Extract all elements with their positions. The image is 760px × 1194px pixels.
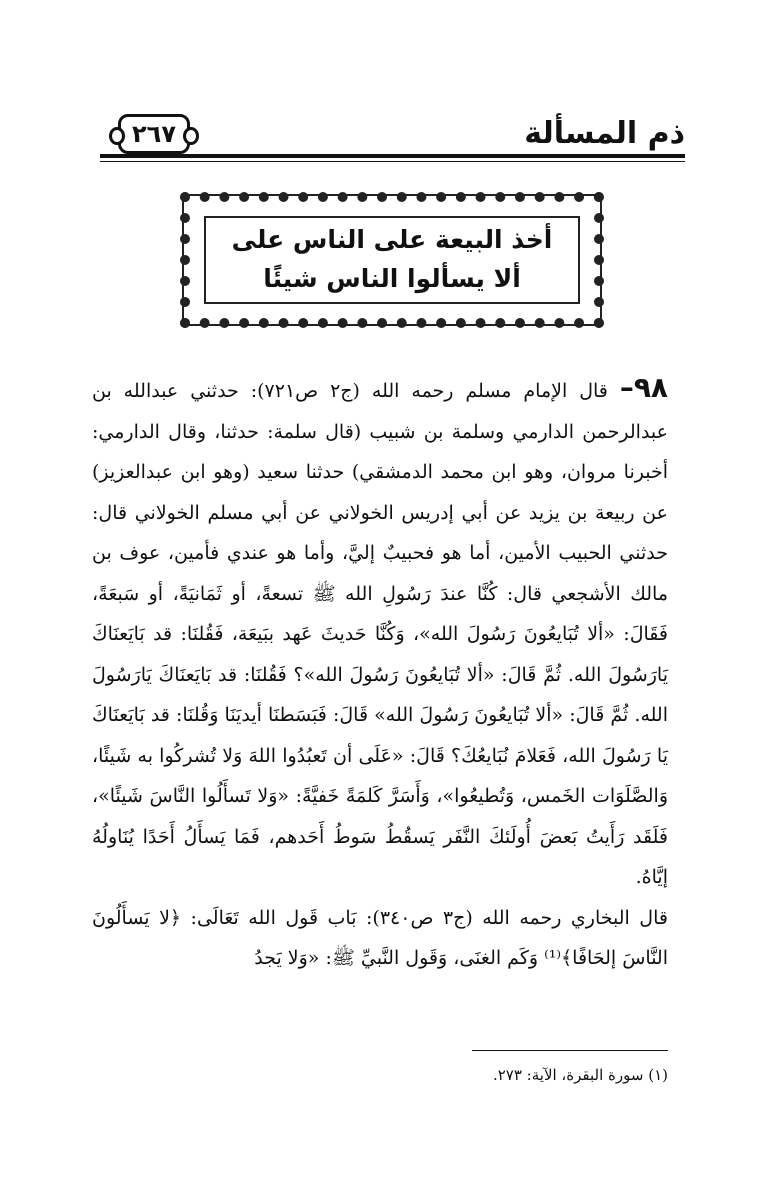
hadith-number: ٩٨ — [633, 371, 668, 404]
chapter-title-line-1: أخذ البيعة على الناس على — [231, 225, 553, 255]
running-title: ذم المسألة — [524, 116, 685, 151]
hadith-text: قال الإمام مسلم رحمه الله (ج٢ ص٧٢١): حدثني عبدالله بن عبدالرحمن الدارمي وسلمة بن شبيب (قال سلمة: حدثنا، وقال الدارمي: أخبرنا مروان، وهو ابن محمد الدمشقي) حدثنا سعيد (وهو ابن عبدالعزيز) عن ربيعة بن يزيد عن أبي إدريس الخولاني عن أبي مسلم الخولاني قال: حدثني الحبيب الأمين، أما هو فحبيبٌ إليَّ، وأما هو عندي فأمين، عوف بن مالك الأشجعي قال: كُنَّا عندَ رَسُولِ الله ﷺ تسعةً، أو ثَمَانيَةً، أو سَبعَةً، فَقَالَ: «ألا تُبَايعُونَ رَسُولَ الله»، وَكُنَّا حَديثَ عَهد ببَيعَة، فَقُلنَا: قد بَايَعنَاكَ يَارَسُولَ الله. ثُمَّ قَالَ: «ألا تُبَايعُونَ رَسُولَ الله»؟ فَقُلنَا: قد بَايَعنَاكَ يَارَسُولَ الله. ثُمَّ قَالَ: «ألا تُبَايعُونَ رَسُولَ الله» قَالَ: فَبَسَطنَا أيديَنَا وَقُلنَا: قد بَايَعنَاكَ يَا رَسُولَ الله، فَعَلامَ نُبَايعُكَ؟ قَالَ: «عَلَى أن تَعبُدُوا اللهَ وَلا تُشركُوا به شَيئًا، وَالصَّلَوَات الخَمس، وَتُطيعُوا»، وَأَسَرَّ كَلمَةً خَفيَّةً: «وَلا تَسأَلُوا النَّاسَ شَيئًا»، فَلَقَد رَأَيتُ بَعضَ أُولَئكَ النَّفَر يَسقُطُ سَوطُ أَحَدهم، فَمَا يَسأَلُ أَحَدًا يُنَاولُهُ إيَّاهُ. — [92, 380, 668, 888]
bukhari-paragraph: قال البخاري رحمه الله (ج٣ ص٣٤٠): بَاب قَول الله تَعَالَى: ﴿لا يَسأَلُونَ النَّاسَ إلحَافًا﴾⁽¹⁾ وَكَم الغنَى، وَقَول النَّبيِّ ﷺ: «وَلا يَجدُ — [92, 906, 668, 969]
footnote-rule — [472, 1050, 668, 1051]
header-rule — [100, 154, 685, 158]
main-text — [92, 368, 668, 979]
hadith-dash: – — [619, 371, 634, 404]
page-header — [100, 110, 685, 166]
footnote: (١) سورة البقرة، الآية: ٢٧٣. — [492, 1066, 668, 1084]
chapter-title — [204, 216, 580, 304]
chapter-title-line-2: ألا يسألوا الناس شيئًا — [263, 264, 521, 293]
chapter-title-frame — [180, 192, 604, 328]
page-number: ٢٦٧ — [118, 114, 190, 154]
header-rule-thin — [100, 161, 685, 162]
hadith-paragraph — [92, 368, 668, 898]
